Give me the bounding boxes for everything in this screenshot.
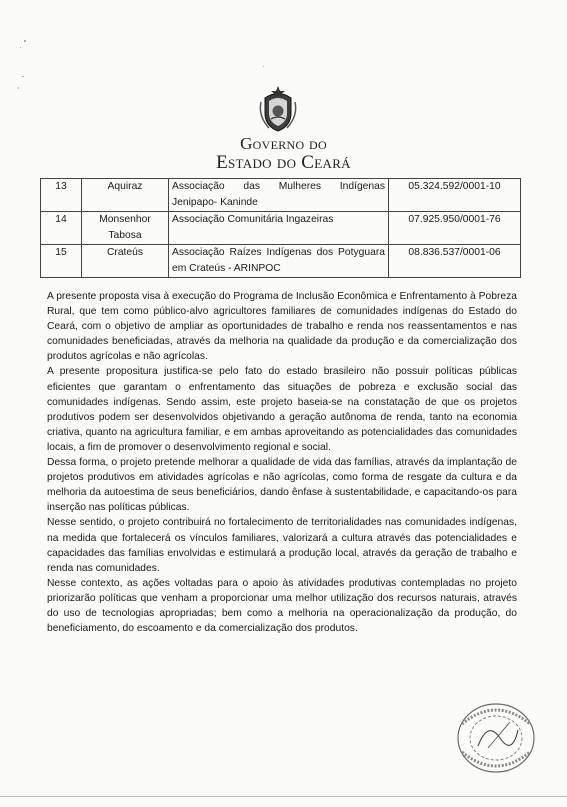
- row-city: Crateús: [82, 245, 169, 278]
- body-text: [47, 289, 517, 636]
- paragraph: A presente propositura justifica-se pelo fato do estado brasileiro não possuir políticas públicas eficientes que garantam o enfrentamento das situações de pobreza e exclusão social das comunidades indígenas. Sendo assim, este projeto baseia-se na constatação de que os projetos produtivos podem ser desenvolvidos objetivando a geração autônoma de renda, tanto na economia criativa, quanto na agricultura familiar, e em ambas aproveitando as potencialidades das comunidades locais, a fim de promover o desenvolvimento regional e social.: [47, 366, 517, 453]
- paragraph: Dessa forma, o projeto pretende melhorar a qualidade de vida das famílias, através da implantação de projetos produtivos em atividades agrícolas e não agrícolas, como forma de resgate da cultura e da melhoria da autoestima de seus beneficiários, dando ênfase à sustentabilidade, e capacitando-os para inserção nas políticas públicas.: [47, 457, 517, 514]
- table-row: [41, 212, 521, 245]
- row-city: Aquiraz: [82, 179, 169, 212]
- page-bottom-edge: [0, 796, 567, 797]
- scan-speck: [263, 66, 264, 67]
- table-row: [41, 179, 521, 212]
- table-row: [41, 245, 521, 278]
- row-cnpj: 07.925.950/0001-76: [389, 212, 521, 245]
- state-coat-of-arms-icon: [256, 84, 300, 134]
- scan-speck: [22, 76, 24, 77]
- scan-speck: [20, 47, 21, 48]
- official-round-stamp-icon: [448, 700, 544, 776]
- row-cnpj: 05.324.592/0001-10: [389, 179, 521, 212]
- row-number: 14: [41, 212, 82, 245]
- scan-speck: [18, 87, 19, 89]
- paragraph: Nesse contexto, as ações voltadas para o apoio às atividades produtivas contempladas no projeto priorizarão políticas que venham a proporcionar uma melhor utilização dos recursos naturais, através do uso de tecnologias apropriadas; bem como a melhoria na operacionalização da produção, do beneficiamento, do escoamento e da comercialização dos produtos.: [47, 577, 517, 635]
- row-number: 13: [41, 179, 82, 212]
- row-organization: Associação Raízes Indígenas dos Potyguara em Crateús - ARINPOC: [169, 245, 389, 278]
- row-organization: Associação das Mulheres Indígenas Jenipapo- Kaninde: [169, 179, 389, 212]
- row-number: 15: [41, 245, 82, 278]
- row-organization: Associação Comunitária Ingazeiras: [169, 212, 389, 245]
- paragraph: A presente proposta visa à execução do Programa de Inclusão Econômica e Enfrentamento à Pobreza Rural, que tem como público-alvo agricultores familiares de comunidades indígenas do Estado do Ceará, com o objetivo de ampliar as oportunidades de trabalho e renda nos reassentamentos e nas comunidades beneficiadas, através da melhoria na qualidade da produção e da comercialização dos produtos agrícolas e não agrícolas.: [47, 291, 517, 363]
- row-cnpj: 08.836.537/0001-06: [389, 245, 521, 278]
- header-line-governo: Governo do: [240, 134, 327, 153]
- entity-table: [40, 178, 521, 278]
- header-line-estado: Estado do Ceará: [216, 152, 351, 173]
- paragraph: Nesse sentido, o projeto contribuirá no fortalecimento de territorialidades nas comunidades indígenas, na medida que fortalecerá os vínculos familiares, valorizará a cultura através das potencialidades e capacidades das famílias envolvidas e estimulará a produção local, através da geração de trabalho e renda nas comunidades.: [47, 517, 517, 574]
- scan-speck: [24, 40, 26, 42]
- row-city: Monsenhor Tabosa: [82, 212, 169, 245]
